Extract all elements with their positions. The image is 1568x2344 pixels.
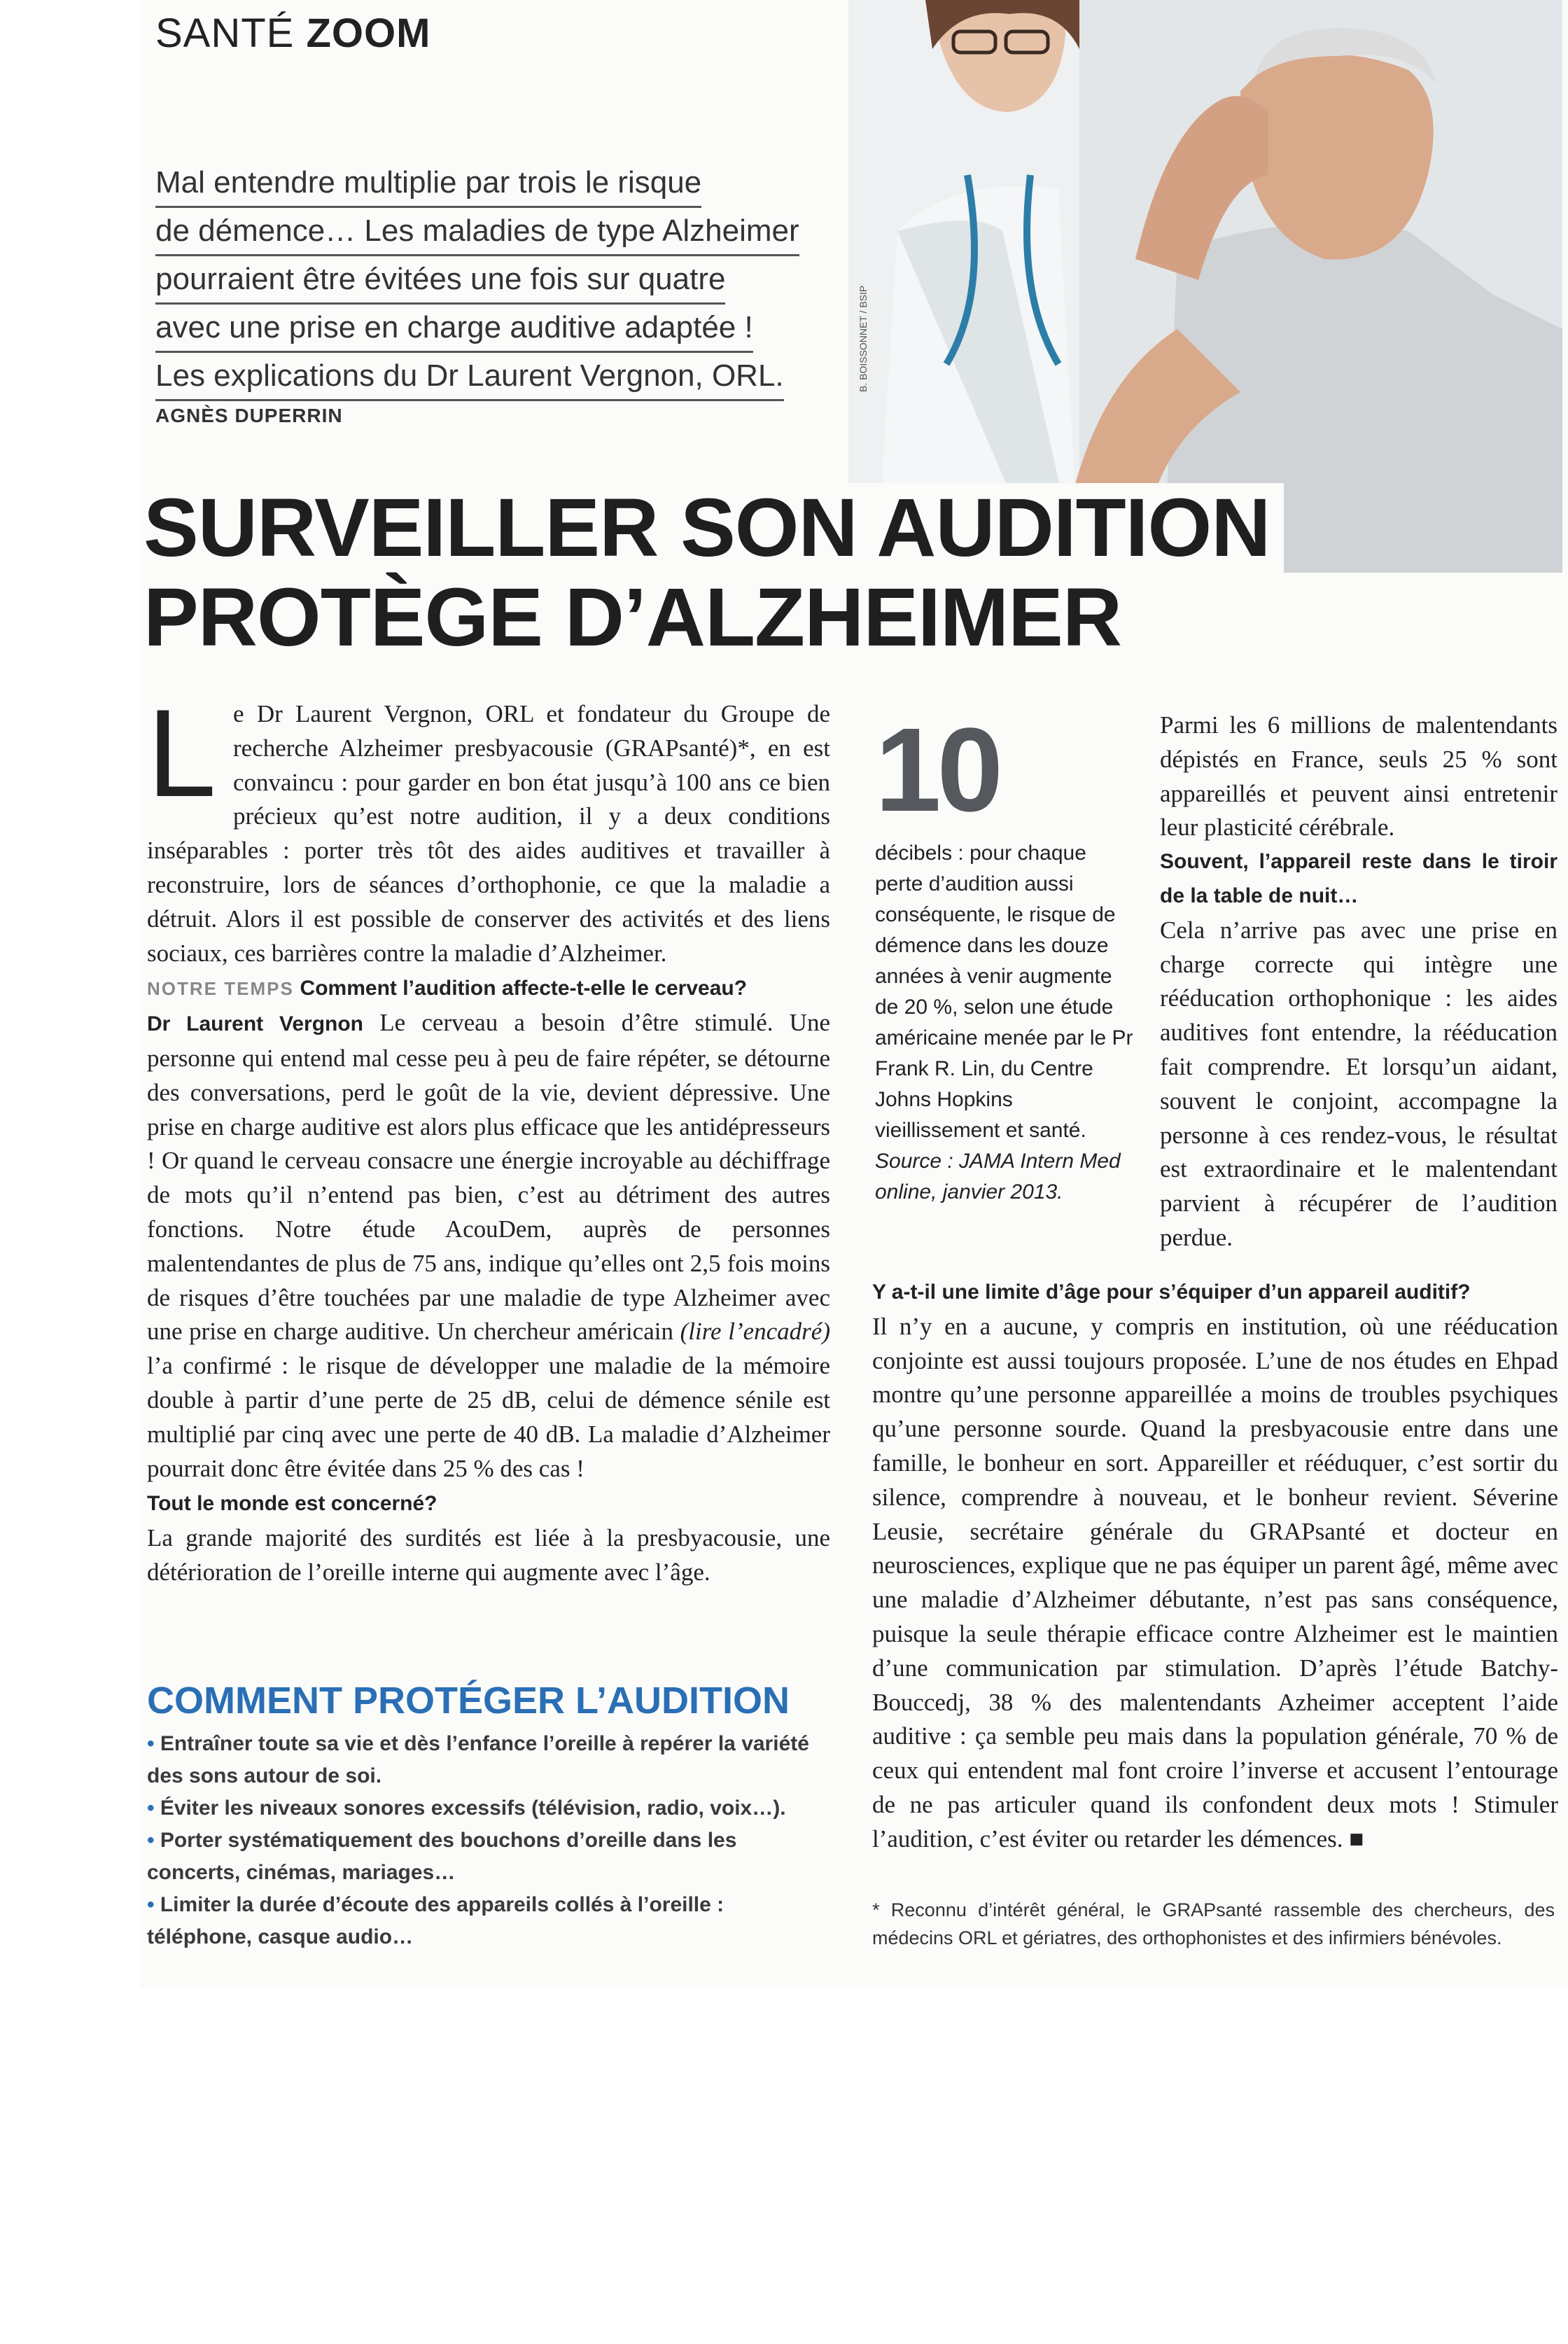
stat-number: 10 [875,704,1000,837]
question-2: Tout le monde est concerné? [147,1492,438,1516]
stat-text: décibels : pour chaque perte d’audition aussi conséquente, le risque de démence dans les douze années à venir augmente de 20 %, selon une étude américaine menée par le Pr Frank R. Lin, du Centre Johns Hopkins vieillissement et santé. [875,842,1133,1142]
section-rubric [155,10,430,57]
answer-3: Cela n’arrive pas avec une prise en charge correcte qui intègre une rééducation orthophonique : les aides auditives font entendre, la rééducation fait comprendre. Et lorsqu’un aidant, souvent le conjoint, accompagne la personne à ces rendez-vous, le résultat est extraordinaire et le malentendant parvient à récupérer de l’audition perdue. [1160,916,1558,1251]
statistic-sidebar [875,704,1134,1208]
headline-line-2: PROTÈGE D’ALZHEIMER [144,571,1122,664]
column-3-paragraph: Parmi les 6 millions de malentendants dépistés en France, seuls 25 % sont appareillés et peuvent ainsi entretenir leur plasticité cérébrale. [1160,711,1558,842]
footnote: * Reconnu d’intérêt général, le GRAPsanté rassemble des chercheurs, des médecins ORL et gériatres, des orthophonistes et des infirmiers bénévoles. [872,1899,1555,1948]
answer-1: Le cerveau a besoin d’être stimulé. Une personne qui entend mal cesse peu à peu de faire répéter, se détourne des conversations, perd le goût de la vie, devient dépressive. Une prise en charge auditive est alors plus efficace que les antidépresseurs ! Or quand le cerveau consacre une énergie incroyable au déchiffrage de mots qu’il n’entend pas bien, c’est au détriment des autres fonctions. Notre étude AcouDem, auprès de personnes malentendantes de plus de 75 ans, indique qu’elles ont 2,5 fois moins de risques d’être touchées par une maladie de type Alzheimer avec une prise en charge auditive. Un chercheur américain [147,1009,830,1346]
intro-line: de démence… Les maladies de type Alzheimer [155,208,799,256]
photo-credit: B. BOISSONNET / BSIP [858,285,869,392]
intro-line: Mal entendre multiplie par trois le risque [155,160,701,208]
advice-item: • Éviter les niveaux sonores excessifs (télévision, radio, voix…). [147,1797,786,1820]
headline-line-1: SURVEILLER SON AUDITION [144,482,1270,574]
stat-source: Source : JAMA Intern Med online, janvier 2013. [875,1150,1121,1204]
drop-cap: L [147,683,216,823]
article-headline [144,483,1284,662]
advice-item: • Limiter la durée d’écoute des appareils collés à l’oreille : téléphone, casque audio… [147,1893,724,1948]
advice-item: • Entraîner toute sa vie et dès l’enfance l’oreille à repérer la variété des sons autour de soi. [147,1732,809,1787]
article-column-1 [147,683,830,1590]
answer-1-end: l’a confirmé : le risque de développer une maladie de la mémoire double à partir d’une perte de 25 dB, celui de démence sénile est multiplié par cinq avec une perte de 40 dB. La maladie d’Alzheimer pourrait donc être évitée dans 25 % des cas ! [147,1352,830,1482]
advice-item: • Porter systématiquement des bouchons d’oreille dans les concerts, cinémas, mariages… [147,1829,737,1884]
answer-2: La grande majorité des surdités est liée à la presbyacousie, une détérioration de l’oreille interne qui augmente avec l’âge. [147,1524,830,1586]
advice-title: COMMENT PROTÉGER L’AUDITION [147,1680,790,1722]
lead-paragraph: e Dr Laurent Vergnon, ORL et fondateur du Groupe de recherche Alzheimer presbyacousie (GRAPsanté)*, en est convaincu : pour garder en bon état jusqu’à 100 ans ce bien précieux qu’est notre audition, il y a deux conditions inséparables : porter très tôt des aides auditives et travailler à reconstruire, lors de séances d’orthophonie, ce que la maladie a détruit. Alors il est possible de conserver des activités et des liens sociaux, ces barrières contre la maladie d’Alzheimer. [147,700,830,967]
question-4: Y a-t-il une limite d’âge pour s’équiper d’un appareil auditif? [872,1281,1471,1304]
intro-deck [155,160,799,401]
advice-box [147,1679,812,1953]
rubric-section: SANTÉ [155,11,295,56]
question-1: Comment l’audition affecte-t-elle le cerveau? [300,977,748,1000]
answer-4: Il n’y en a aucune, y compris en institution, où une rééducation conjointe est aussi toujours proposée. L’une de nos études en Ehpad montre qu’une personne appareillée a moins de troubles psychiques qu’une personne sourde. Quand la presbyacousie entre dans une famille, le bonheur en sort. Appareiller et rééduquer, c’est sortir du silence, comprendre à nouveau, et le bonheur revient. Séverine Leusie, secrétaire générale du GRAPsanté et docteur en neurosciences, explique que ne pas équiper un parent âgé, même avec une maladie d’Alzheimer débutante, n’est pas sans conséquence, puisque la seule thérapie efficace contre Alzheimer est le maintien d’une communication par stimulation. D’après l’étude Batchy-Bouccedj, 38 % des malentendants Azheimer acceptent l’aide auditive : ça semble peu mais dans la population générale, 70 % de ceux qui entendent mal font croire l’inverse et accusent l’entourage de ne pas articuler quand ils confondent deux mots ! Stimuler l’audition, c’est éviter ou retarder les démences. ■ [872,1312,1558,1853]
rubric-name: ZOOM [306,11,431,56]
intro-line: avec une prise en charge auditive adaptée ! [155,305,753,353]
article-column-3 [1160,709,1558,1255]
question-3: Souvent, l’appareil reste dans le tiroir de la table de nuit… [1160,850,1558,907]
intro-line: pourraient être évitées une fois sur quatre [155,256,725,305]
author-byline: AGNÈS DUPERRIN [155,405,343,426]
speaker-name: Dr Laurent Vergnon [147,1012,364,1036]
answer-1-aside: (lire l’encadré) [680,1318,830,1346]
intro-line: Les explications du Dr Laurent Vergnon, ORL. [155,353,784,401]
article-column-4 [872,1276,1558,1857]
magazine-label: NOTRE TEMPS [147,978,294,1000]
